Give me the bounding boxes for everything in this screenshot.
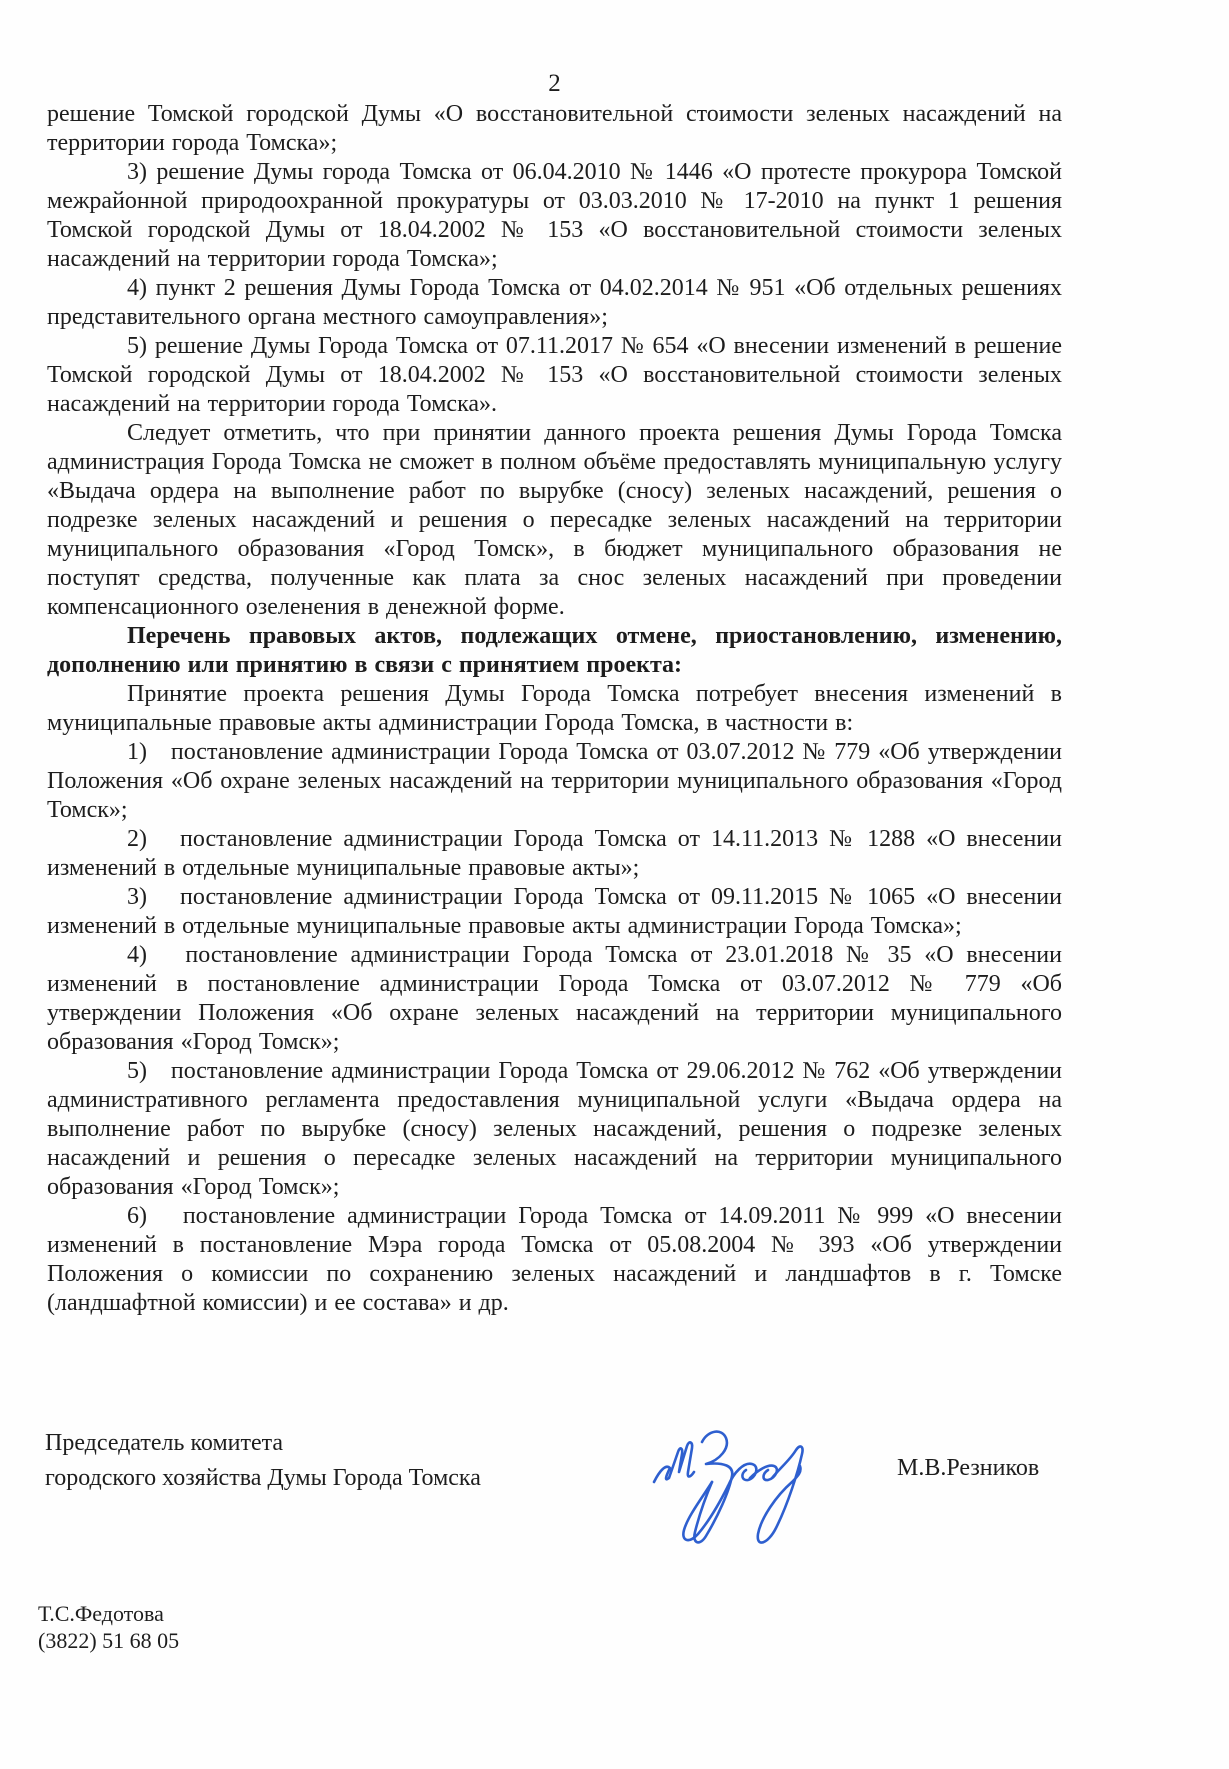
paragraph: 3) постановление администрации Города Томска от 09.11.2015 № 1065 «О внесении изменений в отдельные муниципальные правовые акты администрации Города Томска»; xyxy=(47,884,1062,939)
contact-name: Т.С.Федотова xyxy=(38,1601,164,1626)
footer-contact-block xyxy=(38,1600,179,1654)
paragraph: 6) постановление администрации Города Томска от 14.09.2011 № 999 «О внесении изменений в постановление Мэра города Томска от 05.08.2004 № 393 «Об утверждении Положения о комиссии по сохранению зеленых насаждений и ландшафтов в г. Томске (ландшафтной комиссии) и ее состава» и др. xyxy=(47,1203,1062,1316)
contact-phone: (3822) 51 68 05 xyxy=(38,1628,180,1653)
paragraph: 3) решение Думы города Томска от 06.04.2010 № 1446 «О протесте прокурора Томской межрайонной природоохранной прокуратуры от 03.03.2010 № 17-2010 на пункт 1 решения Томской городской Думы от 18.04.2002 № 153 «О восстановительной стоимости зеленых насаждений на территории города Томска»; xyxy=(47,159,1062,272)
signer-name: М.В.Резников xyxy=(897,1455,1040,1481)
paragraph: Следует отметить, что при принятии данного проекта решения Думы Города Томска администрация Города Томска не сможет в полном объёме предоставлять муниципальную услугу «Выдача ордера на выполнение работ по вырубке (сносу) зеленых насаждений, решения о подрезке зеленых насаждений и решения о пересадке зеленых насаждений на территории муниципального образования «Город Томск», в бюджет муниципального образования не поступят средства, полученные как плата за снос зеленых насаждений при проведении компенсационного озеленения в денежной форме. xyxy=(47,420,1062,620)
signer-position-line2: городского хозяйства Думы Города Томска xyxy=(45,1465,481,1491)
paragraph: 5) решение Думы Города Томска от 07.11.2017 № 654 «О внесении изменений в решение Томской городской Думы от 18.04.2002 № 153 «О восстановительной стоимости зеленых насаждений на территории города Томска». xyxy=(47,333,1062,417)
signer-position-line1: Председатель комитета xyxy=(45,1430,284,1456)
paragraph: 4) постановление администрации Города Томска от 23.01.2018 № 35 «О внесении изменений в постановление администрации Города Томска от 03.07.2012 № 779 «Об утверждении Положения «Об охране зеленых насаждений на территории муниципального образования «Город Томск»; xyxy=(47,942,1062,1055)
paragraph: Принятие проекта решения Думы Города Томска потребует внесения изменений в муниципальные правовые акты администрации Города Томска, в частности в: xyxy=(47,681,1062,736)
page-number: 2 xyxy=(548,70,561,97)
paragraph: 4) пункт 2 решения Думы Города Томска от 04.02.2014 № 951 «Об отдельных решениях представительного органа местного самоуправления»; xyxy=(47,275,1062,330)
paragraph: 5) постановление администрации Города Томска от 29.06.2012 № 762 «Об утверждении административного регламента предоставления муниципальной услуги «Выдача ордера на выполнение работ по вырубке (сносу) зеленых насаждений, решения о подрезке зеленых насаждений и решения о пересадке зеленых насаждений на территории муниципального образования «Город Томск»; xyxy=(47,1058,1062,1200)
handwritten-signature-icon xyxy=(650,1420,820,1580)
paragraph: 2) постановление администрации Города Томска от 14.11.2013 № 1288 «О внесении изменений в отдельные муниципальные правовые акты»; xyxy=(47,826,1062,881)
paragraph: 1) постановление администрации Города Томска от 03.07.2012 № 779 «Об утверждении Положения «Об охране зеленых насаждений на территории муниципального образования «Город Томск»; xyxy=(47,739,1062,823)
paragraph: решение Томской городской Думы «О восстановительной стоимости зеленых насаждений на территории города Томска»; xyxy=(47,101,1062,156)
document-body xyxy=(47,100,1062,1318)
signer-position-block xyxy=(45,1426,481,1496)
paragraph: Перечень правовых актов, подлежащих отмене, приостановлению, изменению, дополнению или принятию в связи с принятием проекта: xyxy=(47,623,1062,678)
